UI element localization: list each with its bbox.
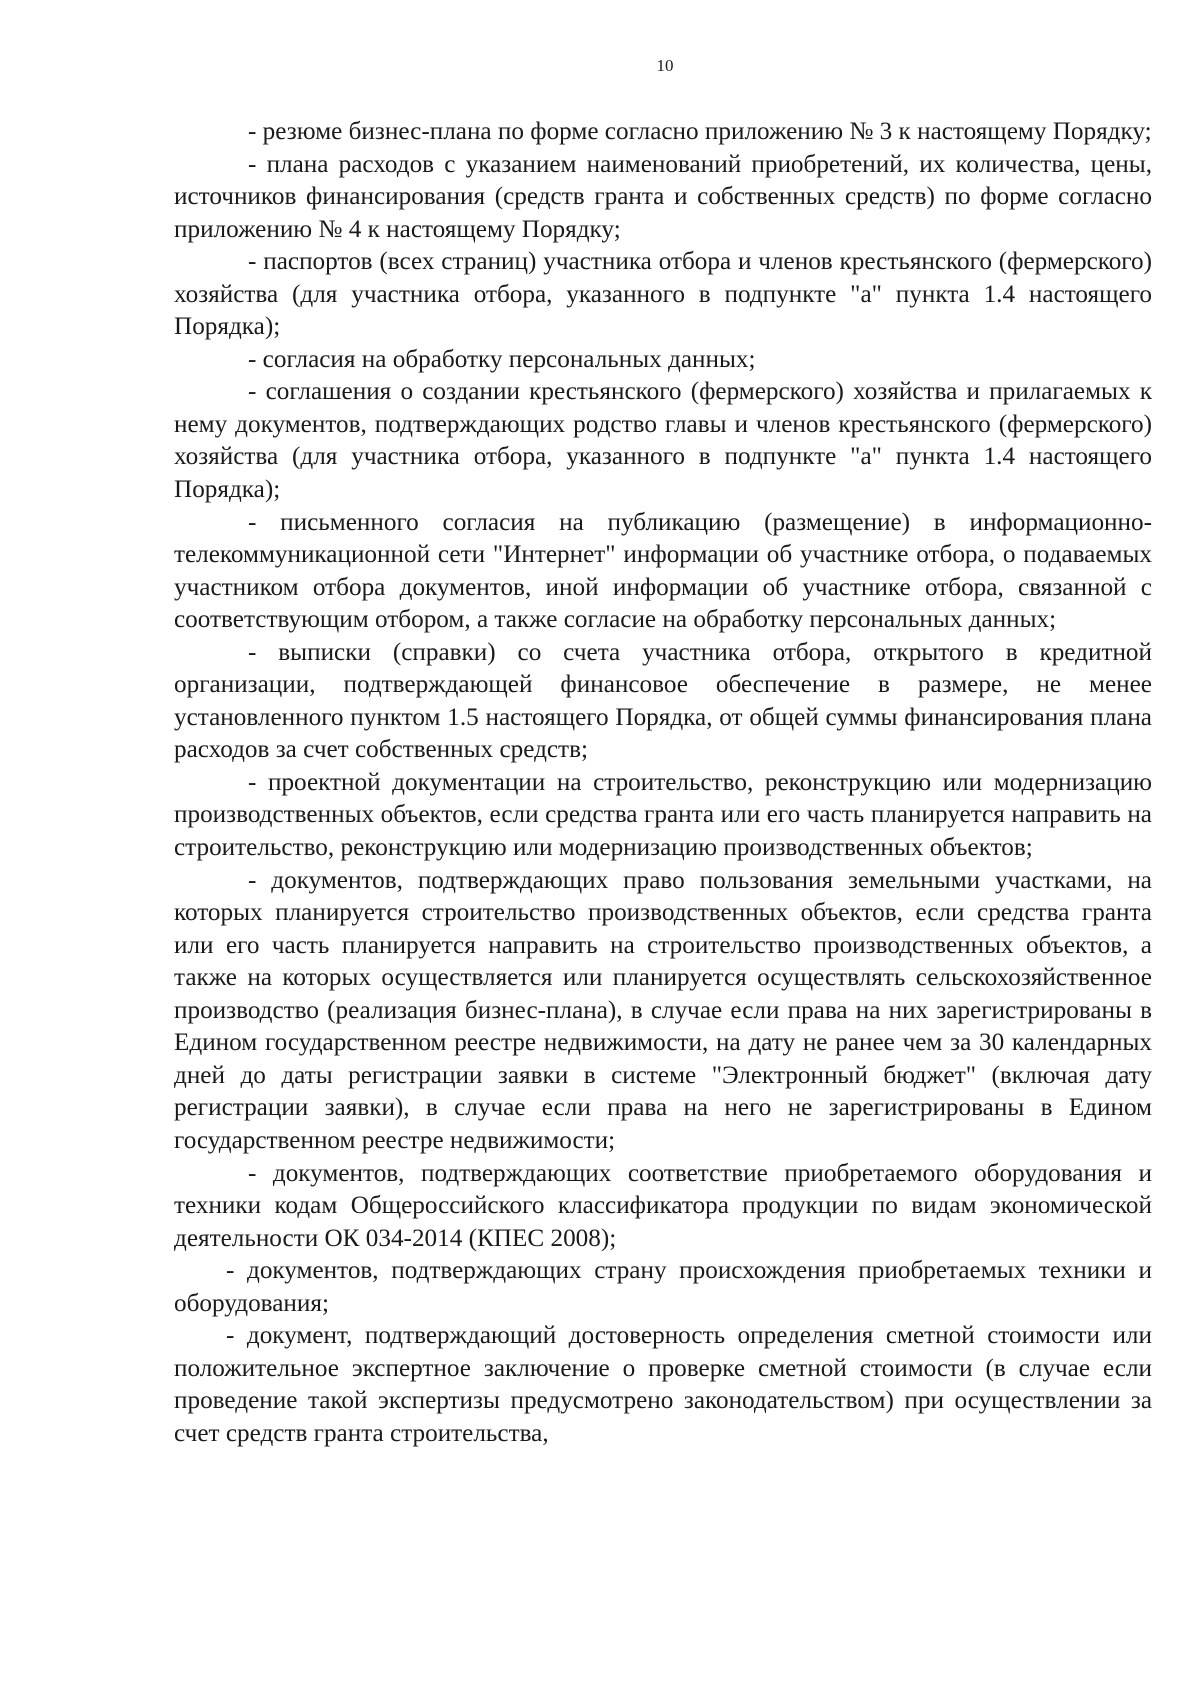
paragraph-land-rights: - документов, подтверждающих право пользования земельными участками, на которых планируется строительство производственных объектов, если средства гранта или его часть планируется направить на строительство производственных объектов, а также на которых осуществляется или планируется осуществлять сельскохозяйственное производство (реализация бизнес-плана), в случае если права на них зарегистрированы в Едином государственном реестре недвижимости, на дату не ранее чем за 30 календарных дней до даты регистрации заявки в системе "Электронный бюджет" (включая дату регистрации заявки), в случае если права на него не зарегистрированы в Едином государственном реестре недвижимости; xyxy=(174,866,1152,1154)
paragraph-project-documentation: - проектной документации на строительство, реконструкцию или модернизацию производственных объектов, если средства гранта или его часть планируется направить на строительство, реконструкцию или модернизацию производственных объектов; xyxy=(174,768,1152,862)
paragraph-country-of-origin: - документов, подтверждающих страну происхождения приобретаемых техники и оборудования; xyxy=(174,1257,1152,1317)
paragraph-equipment-codes: - документов, подтверждающих соответствие приобретаемого оборудования и техники кодам Общероссийского классификатора продукции по видам экономической деятельности ОК 034-2014 (КПЕС 2008); xyxy=(174,1159,1152,1252)
paragraph-expense-plan: - плана расходов с указанием наименований приобретений, их количества, цены, источников финансирования (средств гранта и собственных средств) по форме согласно приложению № 4 к настоящему Порядку; xyxy=(174,150,1152,243)
paragraph-passports: - паспортов (всех страниц) участника отбора и членов крестьянского (фермерского) хозяйства (для участника отбора, указанного в подпункте "а" пункта 1.4 настоящего Порядка); xyxy=(174,248,1152,341)
page-number: 10 xyxy=(656,56,674,75)
paragraph-farm-agreement: - соглашения о создании крестьянского (фермерского) хозяйства и прилагаемых к нему документов, подтверждающих родство главы и членов крестьянского (фермерского) хозяйства (для участника отбора, указанного в подпункте "а" пункта 1.4 настоящего Порядка); xyxy=(174,378,1152,504)
paragraph-bank-statement: - выписки (справки) со счета участника отбора, открытого в кредитной организации, подтверждающей финансовое обеспечение в размере, не менее установленного пунктом 1.5 настоящего Порядка, от общей суммы финансирования плана расходов за счет собственных средств; xyxy=(174,638,1152,764)
paragraph-publication-consent: - письменного согласия на публикацию (размещение) в информационно-телекоммуникационной сети "Интернет" информации об участнике отбора, о подаваемых участником отбора документов, иной информации об участнике отбора, связанной с соответствующим отбором, а также согласие на обработку персональных данных; xyxy=(174,508,1152,634)
paragraph-cost-estimate: - документ, подтверждающий достоверность определения сметной стоимости или положительное экспертное заключение о проверке сметной стоимости (в случае если проведение такой экспертизы предусмотрено законодательством) при осуществлении за счет средств гранта строительства, xyxy=(174,1322,1152,1447)
paragraph-business-plan-summary: - резюме бизнес-плана по форме согласно приложению № 3 к настоящему Порядку; xyxy=(248,118,1152,145)
document-body xyxy=(174,116,1152,1450)
paragraph-personal-data-consent: - согласия на обработку персональных данных; xyxy=(248,345,756,373)
